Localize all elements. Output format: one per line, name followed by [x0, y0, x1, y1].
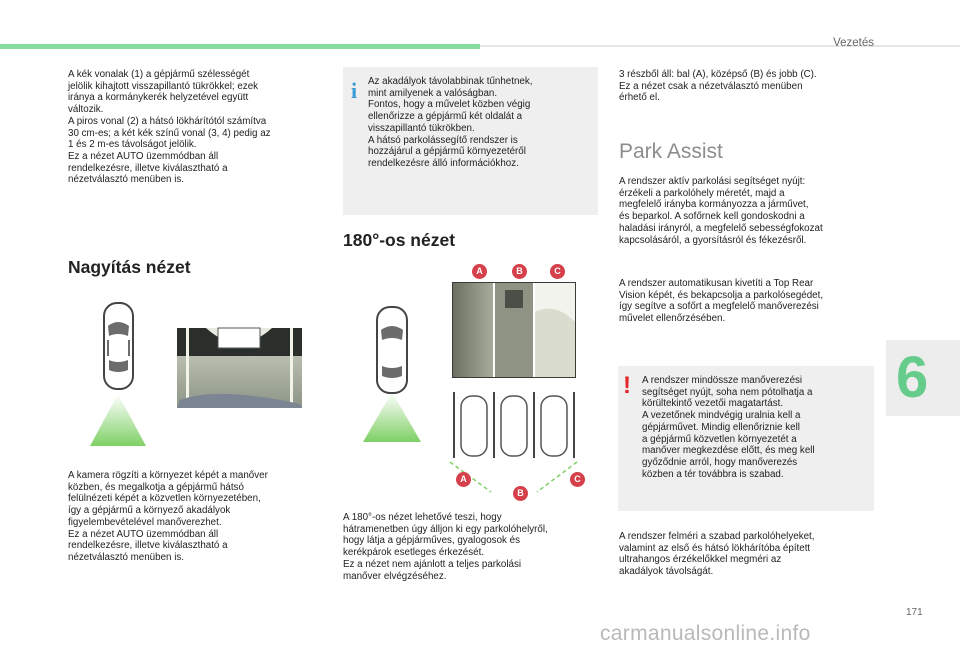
- text-line: így segítve a sofőrt a megfelelő manőverezési: [619, 301, 819, 313]
- callout-a-bottom: A: [456, 472, 471, 487]
- text-line: akadályok távolságát.: [619, 566, 714, 578]
- text-line: közben a tér továbbra is szabad.: [642, 468, 784, 480]
- text-line: megfelelő irányba kormányozza a járművet,: [619, 199, 809, 211]
- col3-p3: [619, 531, 881, 578]
- col3-p2: [619, 278, 881, 325]
- watermark: carmanualsonline.info: [600, 622, 811, 645]
- text-line: így a gépjármű a környező akadályok: [68, 505, 231, 517]
- text-line: haladási irányról, a megfelelő sebességfokozat: [619, 222, 823, 234]
- section-title: Vezetés: [833, 37, 874, 49]
- text-line: Az akadályok távolabbinak tűnhetnek,: [368, 76, 533, 87]
- text-line: közben, és megalkotja a gépjármű hátsó: [68, 481, 244, 493]
- text-line: A kék vonalak (1) a gépjármű szélességét: [68, 69, 250, 80]
- callout-c: C: [550, 264, 565, 279]
- callout-b: B: [512, 264, 527, 279]
- col2-body: [343, 512, 601, 582]
- text-line: 1 és 2 m-es távolságot jelölik.: [68, 139, 197, 151]
- info-icon: i: [351, 78, 358, 103]
- text-line: Fontos, hogy a művelet közben végig: [368, 99, 531, 111]
- text-line: gépjárművet. Mindig ellenőriznie kell: [642, 421, 800, 433]
- text-line: győződnie arról, hogy manőverezés: [642, 456, 798, 468]
- text-line: hátramenetben úgy álljon ki egy parkolóhelyről,: [343, 523, 548, 535]
- text-line: manőver megkezdése előtt, és meg kell: [642, 445, 815, 457]
- callout-a: A: [472, 264, 487, 279]
- page-number: 171: [906, 607, 923, 618]
- text-line: A rendszer felméri a szabad parkolóhelyeket,: [619, 531, 815, 542]
- text-line: Ez a nézet nem ajánlott a teljes parkolási: [343, 558, 522, 570]
- text-line: rendelkezésre, illetve kiválasztható a: [68, 162, 228, 174]
- text-line: 30 cm-es; a két kék színű vonal (3, 4) pedig az: [68, 127, 271, 139]
- zoom-view-figure: [68, 298, 330, 450]
- col3-intro: [619, 69, 877, 104]
- warning-icon: !: [623, 372, 631, 399]
- col1-body: [68, 470, 330, 564]
- text-line: A kamera rögzíti a környezet képét a manőver: [68, 470, 268, 481]
- text-line: rendelkezésre álló információkhoz.: [368, 157, 519, 169]
- callout-b-bottom: B: [513, 486, 528, 501]
- text-line: érhető el.: [619, 92, 660, 104]
- chapter-number: 6: [896, 345, 929, 410]
- text-line: figyelembevételével manőverezhet.: [68, 516, 222, 528]
- text-line: kapcsolásáról, a gyorsításról és fékezésről.: [619, 234, 807, 246]
- text-line: valamint az első és hátsó lökhárítóba épített: [619, 542, 811, 554]
- col3-p1: [619, 176, 881, 246]
- text-line: a gépjármű közvetlen környezetét a: [642, 433, 797, 445]
- text-line: 3 részből áll: bal (A), középső (B) és jobb (C).: [619, 69, 817, 80]
- callout-c-bottom: C: [570, 472, 585, 487]
- col1-intro: [68, 69, 330, 186]
- heading-180-view: 180°-os nézet: [343, 230, 456, 250]
- text-line: A hátsó parkolássegítő rendszer is: [368, 134, 518, 146]
- text-line: felülnézeti képét a közvetlen környezetében,: [68, 493, 261, 505]
- header-rule: [480, 45, 960, 47]
- text-line: Ez a nézet csak a nézetválasztó menüben: [619, 80, 803, 92]
- text-line: hogy látja a gépjárműves, gyalogosok és: [343, 535, 520, 547]
- text-line: kerékpárok esetleges érkezését.: [343, 547, 485, 559]
- text-line: Vision képét, és bekapcsolja a parkolósegédet,: [619, 289, 824, 301]
- warning-text: [642, 375, 870, 480]
- text-line: iránya a kormánykerék helyzetével együtt: [68, 92, 249, 104]
- text-line: A piros vonal (2) a hátsó lökhárítótól számítva: [68, 115, 267, 127]
- text-line: érzékeli a parkolóhely méretét, majd a: [619, 187, 785, 199]
- text-line: és beparkol. A sofőrnek kell gondoskodni a: [619, 211, 805, 223]
- info-text: [368, 76, 592, 170]
- text-line: A rendszer automatikusan kivetíti a Top Rear: [619, 278, 814, 289]
- text-line: mint amilyenek a valóságban.: [368, 87, 498, 99]
- heading-zoom-view: Nagyítás nézet: [68, 257, 191, 277]
- text-line: visszapillantó tükrökben.: [368, 122, 475, 134]
- text-line: A vezetőnek mindvégig uralnia kell a: [642, 410, 801, 422]
- text-line: Ez a nézet AUTO üzemmódban áll: [68, 150, 219, 162]
- text-line: jelölik kihajtott visszapillantó tükrökkel; ezek: [68, 80, 259, 92]
- text-line: művelet ellenőrzésében.: [619, 313, 726, 325]
- text-line: körültekintő vezetői magatartást.: [642, 398, 784, 410]
- text-line: A rendszer mindössze manőverezési: [642, 375, 803, 386]
- text-line: Ez a nézet AUTO üzemmódban áll: [68, 528, 219, 540]
- text-line: A rendszer aktív parkolási segítséget nyújt:: [619, 176, 806, 187]
- text-line: ultrahangos érzékelőkkel megméri az: [619, 554, 782, 566]
- text-line: nézetválasztó menüben is.: [68, 551, 184, 563]
- text-line: segítséget nyújt, soha nem pótolhatja a: [642, 386, 813, 398]
- header-accent-bar: [0, 44, 480, 49]
- text-line: ellenőrizze a gépjármű két oldalát a: [368, 111, 523, 123]
- heading-park-assist: Park Assist: [619, 140, 723, 163]
- text-line: hozzájárul a gépjármű környezetéről: [368, 146, 526, 158]
- text-line: rendelkezésre, illetve kiválasztható a: [68, 540, 228, 552]
- text-line: nézetválasztó menüben is.: [68, 174, 184, 186]
- text-line: A 180°-os nézet lehetővé teszi, hogy: [343, 512, 502, 523]
- text-line: manőver elvégzéséhez.: [343, 570, 447, 582]
- text-line: változik.: [68, 104, 104, 116]
- view-180-figure: [343, 262, 598, 502]
